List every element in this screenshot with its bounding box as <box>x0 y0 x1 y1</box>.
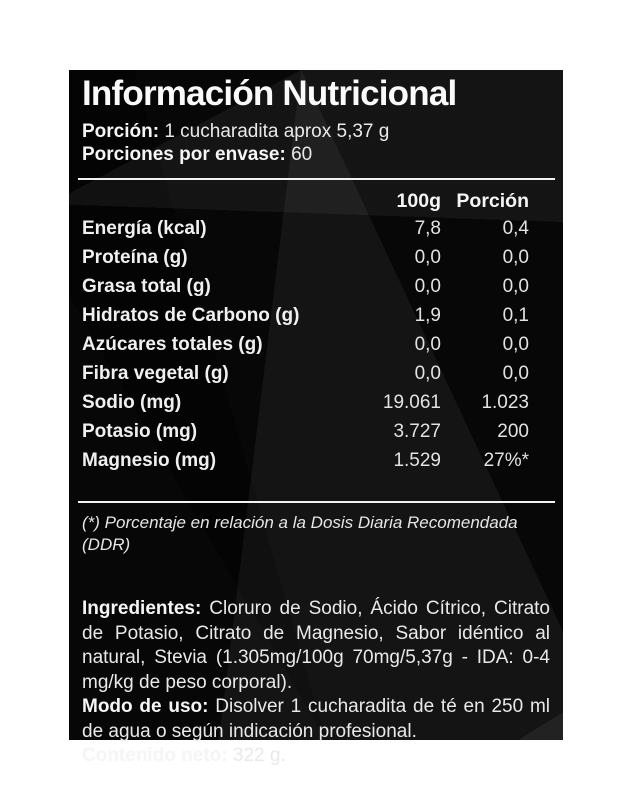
table-row <box>69 388 563 417</box>
nutrient-name: Proteína (g) <box>82 246 188 268</box>
value-per-100g: 1.529 <box>393 449 441 471</box>
servings-per-container-value: 60 <box>285 144 313 165</box>
value-per-100g: 1,9 <box>414 304 441 326</box>
value-per-100g: 0,0 <box>414 246 441 268</box>
nutrient-name: Hidratos de Carbono (g) <box>82 304 300 326</box>
value-per-portion: 0,0 <box>502 333 529 355</box>
divider-top <box>78 178 555 180</box>
divider-bottom <box>78 501 555 503</box>
net-content-line <box>82 744 550 769</box>
value-per-portion: 1.023 <box>481 391 529 413</box>
value-per-portion: 0,0 <box>502 246 529 268</box>
nutrient-name: Grasa total (g) <box>82 275 211 297</box>
value-per-100g: 19.061 <box>382 391 441 413</box>
value-per-100g: 0,0 <box>414 333 441 355</box>
net-content-value: 322 g. <box>227 745 286 766</box>
nutrient-name: Sodio (mg) <box>82 391 182 413</box>
nutrition-label <box>69 70 563 766</box>
ingredients-label: Ingredientes: <box>82 598 202 619</box>
usage-paragraph <box>82 695 550 744</box>
value-per-portion: 0,0 <box>502 362 529 384</box>
column-header-100g: 100g <box>396 189 441 212</box>
ingredients-text: Cloruro de Sodio, Ácido Cítrico, Citrato de Potasio, Citrato de Magnesio, Sabor idéntico al natural, Stevia (1.305mg/100g 70mg/5,37g - IDA: 0-4 mg/kg de peso corporal). <box>82 598 550 693</box>
nutrient-name: Energía (kcal) <box>82 217 207 239</box>
table-row <box>69 272 563 301</box>
table-row <box>69 446 563 475</box>
usage-text: Disolver 1 cucharadita de té en 250 ml de agua o según indicación profesional. <box>82 696 550 742</box>
value-per-100g: 7,8 <box>414 217 441 239</box>
nutrient-name: Fibra vegetal (g) <box>82 362 229 384</box>
nutrient-name: Azúcares totales (g) <box>82 333 263 355</box>
nutrient-name: Potasio (mg) <box>82 420 198 442</box>
value-per-100g: 0,0 <box>414 362 441 384</box>
servings-per-container-label: Porciones por envase: <box>82 144 286 165</box>
value-per-portion: 27%* <box>483 449 529 471</box>
column-header-porcion: Porción <box>456 189 529 212</box>
value-per-100g: 0,0 <box>414 275 441 297</box>
table-row <box>69 214 563 243</box>
serving-size-value: 1 cucharadita aprox 5,37 g <box>159 121 390 142</box>
label-title: Información Nutricional <box>82 74 457 113</box>
nutrient-name: Magnesio (mg) <box>82 449 217 471</box>
value-per-portion: 200 <box>497 420 529 442</box>
usage-label: Modo de uso: <box>82 696 209 717</box>
value-per-portion: 0,1 <box>502 304 529 326</box>
table-header-row <box>69 188 563 214</box>
serving-size-line <box>82 120 550 143</box>
table-row <box>69 359 563 388</box>
table-row <box>69 243 563 272</box>
ddr-footnote: (*) Porcentaje en relación a la Dosis Diaria Recomendada (DDR) <box>82 513 518 554</box>
value-per-100g: 3.727 <box>393 420 441 442</box>
table-row <box>69 330 563 359</box>
table-row <box>69 301 563 330</box>
value-per-portion: 0,4 <box>502 217 529 239</box>
serving-size-label: Porción: <box>82 121 160 142</box>
table-row <box>69 417 563 446</box>
net-content-label: Contenido neto: <box>82 745 228 766</box>
value-per-portion: 0,0 <box>502 275 529 297</box>
ingredients-paragraph <box>82 597 550 695</box>
servings-per-container-line <box>82 143 550 166</box>
